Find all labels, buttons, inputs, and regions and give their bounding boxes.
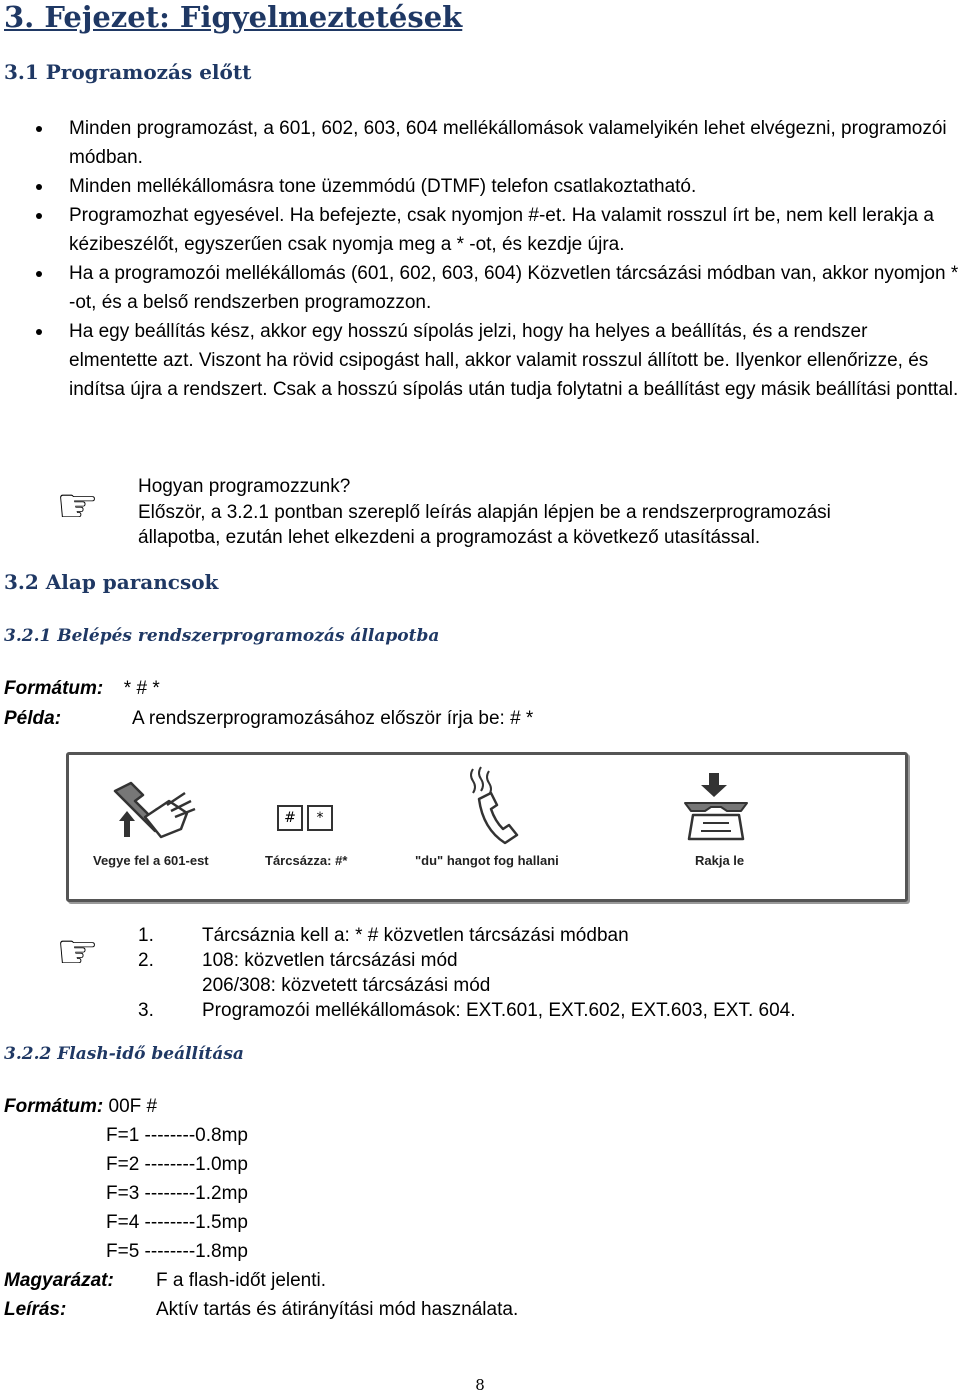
format-value: * # * xyxy=(123,678,160,699)
format-row xyxy=(4,1096,157,1118)
step-caption: Tárcsázza: #* xyxy=(265,853,348,868)
chapter-title: 3. Fejezet: Figyelmeztetések xyxy=(4,0,463,34)
flash-value-row: F=4 --------1.5mp xyxy=(106,1212,248,1233)
example-row xyxy=(4,708,533,730)
example-value: A rendszerprogramozásához először írja be: # * xyxy=(132,708,534,729)
notes-numbered-list xyxy=(138,923,796,1023)
flash-value-row: F=2 --------1.0mp xyxy=(106,1154,248,1175)
list-item: Ha egy beállítás kész, akkor egy hosszú sípolás jelzi, hogy ha helyes a beállítás, és a rendszer elmentette azt. Viszont ha rövid csipogást hall, akkor valamit rosszul állított be. Ilyenkor ellenőrizze, és indítsa újra a rendszert. Csak a hosszú sípolás után tudja folytatni a beállítást egy másik beállítási ponttal. xyxy=(38,317,960,404)
pointing-hand-icon: ☞ xyxy=(56,478,100,534)
list-item: 1. Tárcsáznia kell a: * # közvetlen tárcsázási módban xyxy=(138,925,629,946)
pick-up-handset-icon xyxy=(109,781,199,843)
pointing-hand-icon: ☞ xyxy=(56,924,100,980)
handset-tone-icon xyxy=(461,763,521,845)
hash-key: # xyxy=(277,805,303,831)
page-number: 8 xyxy=(475,1376,485,1394)
description-value: Aktív tartás és átirányítási mód használata. xyxy=(156,1299,519,1320)
step-caption: Rakja le xyxy=(695,853,745,868)
note-line: állapotba, ezután lehet elkezdeni a programozást a következő utasítással. xyxy=(138,527,761,548)
example-label: Példa: xyxy=(4,708,62,729)
list-item: Minden programozást, a 601, 602, 603, 604 mellékállomások valamelyikén lehet elvégezni, programozói módban. xyxy=(38,114,960,172)
format-row xyxy=(4,678,160,700)
description-row xyxy=(4,1299,518,1321)
step-caption: Vegye fel a 601-est xyxy=(93,853,209,868)
section-3-2-2-title: 3.2.2 Flash-idő beállítása xyxy=(4,1044,244,1064)
bullet-list xyxy=(38,114,960,404)
list-item: Ha a programozói mellékállomás (601, 602, 603, 604) Közvetlen tárcsázási módban van, akkor nyomjon * -ot, és a belső rendszerben programozzon. xyxy=(38,259,960,317)
dial-keys xyxy=(277,805,333,831)
section-3-1-title: 3.1 Programozás előtt xyxy=(4,60,252,84)
flash-value-row: F=1 --------0.8mp xyxy=(106,1125,248,1146)
explanation-label: Magyarázat: xyxy=(4,1270,114,1291)
flash-value-row: F=3 --------1.2mp xyxy=(106,1183,248,1204)
format-value: 00F # xyxy=(108,1096,158,1117)
step-caption: "du" hangot fog hallani xyxy=(415,853,559,868)
explanation-value: F a flash-időt jelenti. xyxy=(156,1270,327,1291)
list-item: 2. 108: közvetlen tárcsázási mód xyxy=(138,950,458,971)
flash-value-row: F=5 --------1.8mp xyxy=(106,1241,248,1262)
section-3-2-title: 3.2 Alap parancsok xyxy=(4,570,219,594)
description-label: Leírás: xyxy=(4,1299,67,1320)
list-item: 206/308: közvetett tárcsázási mód xyxy=(202,975,491,996)
section-3-2-1-title: 3.2.1 Belépés rendszerprogramozás állapotba xyxy=(4,626,440,646)
star-key: * xyxy=(307,805,333,831)
explanation-row xyxy=(4,1270,326,1292)
note-line: Hogyan programozzunk? xyxy=(138,476,351,497)
note-line: Először, a 3.2.1 pontban szereplő leírás alapján lépjen be a rendszerprogramozási xyxy=(138,501,831,523)
procedure-figure xyxy=(66,752,908,902)
list-item: 3. Programozói mellékállomások: EXT.601, EXT.602, EXT.603, EXT. 604. xyxy=(138,1000,796,1021)
hang-up-handset-icon xyxy=(681,773,751,845)
format-label: Formátum: xyxy=(4,1096,104,1117)
note-how-to-program xyxy=(138,474,938,551)
list-item: Programozhat egyesével. Ha befejezte, csak nyomjon #-et. Ha valamit rosszul írt be, nem kell lerakja a kézibeszélőt, egyszerűen csak nyomja meg a * -ot, és kezdje újra. xyxy=(38,201,960,259)
format-label: Formátum: xyxy=(4,678,104,699)
list-item: Minden mellékállomásra tone üzemmódú (DTMF) telefon csatlakoztatható. xyxy=(38,172,960,201)
